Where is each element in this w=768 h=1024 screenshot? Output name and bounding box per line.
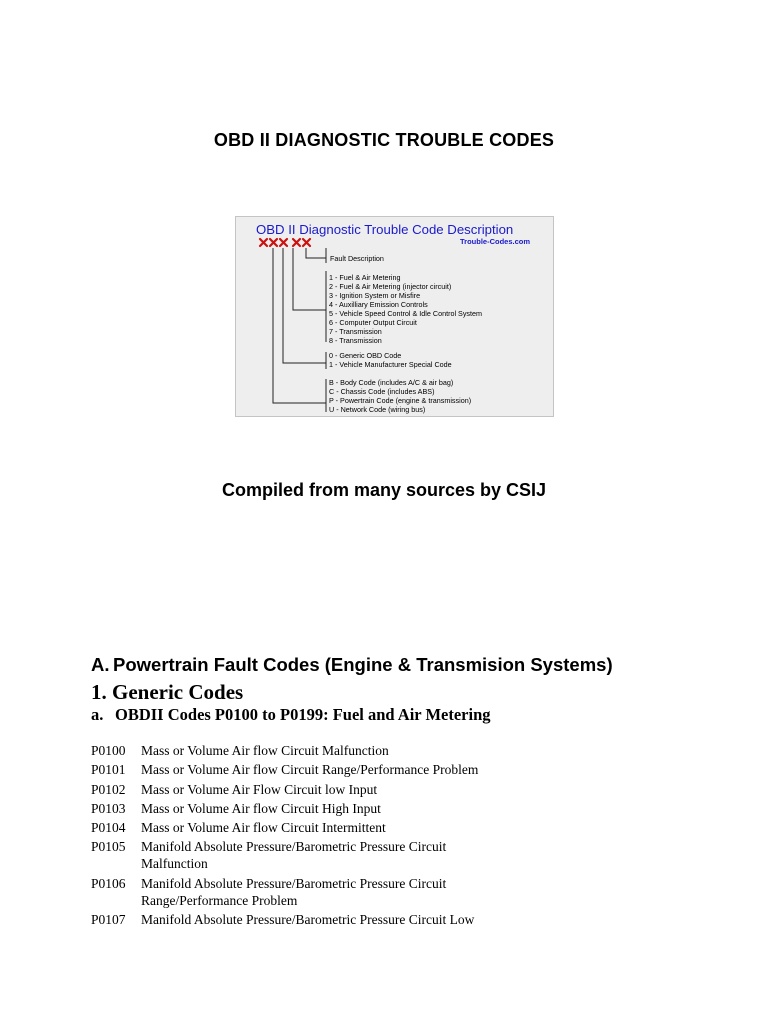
- system-network: U - Network Code (wiring bus): [329, 405, 426, 414]
- code-id: P0104: [91, 820, 126, 836]
- code-row: [91, 911, 711, 928]
- section-1a-letter: a.: [91, 705, 104, 724]
- subsystem-5: 5 - Vehicle Speed Control & Idle Control System: [329, 309, 483, 318]
- code-description: Mass or Volume Air flow Circuit Intermittent: [141, 820, 386, 836]
- diagram-title: OBD II Diagnostic Trouble Code Description: [256, 222, 514, 237]
- code-id: P0101: [91, 762, 126, 778]
- code-character-marks: [260, 239, 310, 246]
- diagram-site: Trouble-Codes.com: [460, 237, 531, 246]
- system-chassis: C - Chassis Code (includes ABS): [329, 387, 435, 396]
- subsystem-7: 7 - Transmission: [329, 327, 382, 336]
- code-description: Manifold Absolute Pressure/Barometric Pressure Circuit Malfunction: [141, 839, 447, 872]
- section-a-heading: [91, 654, 613, 676]
- subsystem-1: 1 - Fuel & Air Metering: [329, 273, 401, 282]
- code-description: Mass or Volume Air Flow Circuit low Input: [141, 781, 378, 797]
- code-type-manufacturer: 1 - Vehicle Manufacturer Special Code: [329, 360, 452, 369]
- section-a-number: A.: [91, 654, 110, 675]
- subsystem-2: 2 - Fuel & Air Metering (injector circuit): [329, 282, 452, 291]
- document-title: OBD II DIAGNOSTIC TROUBLE CODES: [213, 130, 555, 150]
- code-row: [91, 838, 711, 872]
- code-id: P0107: [91, 912, 126, 928]
- code-description: Manifold Absolute Pressure/Barometric Pressure Circuit Range/Performance Problem: [141, 875, 447, 908]
- section-1-heading: 1. Generic Codes: [91, 680, 244, 704]
- code-row: [91, 800, 711, 817]
- code-row: [91, 819, 711, 836]
- system-powertrain: P - Powertrain Code (engine & transmission): [329, 396, 472, 405]
- diagram-connectors: [273, 248, 326, 412]
- subsystem-3: 3 - Ignition System or Misfire: [329, 291, 421, 300]
- section-1a-heading: [91, 705, 491, 725]
- subsystem-8: 8 - Transmission: [329, 336, 382, 345]
- code-type-generic: 0 - Generic OBD Code: [329, 351, 402, 360]
- code-id: P0103: [91, 800, 126, 816]
- section-a-title: Powertrain Fault Codes (Engine & Transmision Systems): [113, 654, 613, 675]
- code-id: P0102: [91, 781, 126, 797]
- fault-description-label: Fault Description: [330, 254, 384, 263]
- code-row: [91, 781, 711, 798]
- code-row: [91, 742, 711, 759]
- code-description: Manifold Absolute Pressure/Barometric Pressure Circuit Low: [141, 912, 475, 928]
- code-id: P0106: [91, 875, 126, 891]
- subsystem-6: 6 - Computer Output Circuit: [329, 318, 417, 327]
- dtc-description-diagram: [235, 216, 554, 417]
- system-body: B - Body Code (includes A/C & air bag): [329, 378, 454, 387]
- subsystem-4: 4 - Auxilliary Emission Controls: [329, 300, 428, 309]
- document-subtitle: Compiled from many sources by CSIJ: [221, 480, 547, 500]
- code-id: P0100: [91, 743, 126, 758]
- code-description: Mass or Volume Air flow Circuit Malfunction: [141, 743, 389, 758]
- code-description: Mass or Volume Air flow Circuit High Input: [141, 800, 381, 816]
- code-row: [91, 761, 711, 778]
- code-row: [91, 875, 711, 909]
- code-list: [91, 742, 711, 930]
- section-1a-title: OBDII Codes P0100 to P0199: Fuel and Air Metering: [115, 705, 491, 724]
- code-id: P0105: [91, 839, 126, 855]
- code-description: Mass or Volume Air flow Circuit Range/Performance Problem: [141, 762, 479, 778]
